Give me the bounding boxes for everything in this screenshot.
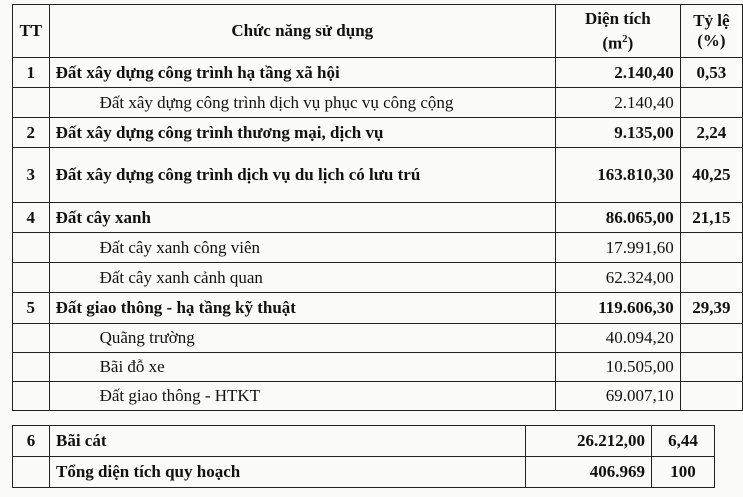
row-name: Đất cây xanh xyxy=(49,203,555,233)
table-row xyxy=(13,263,743,293)
row-tt: 4 xyxy=(13,203,50,233)
row-tt xyxy=(13,88,50,118)
row-ratio xyxy=(680,88,742,118)
row-tt xyxy=(13,233,50,263)
total-label: Tổng diện tích quy hoạch xyxy=(50,457,526,488)
row-tt xyxy=(13,263,50,293)
row-area: 17.991,60 xyxy=(555,233,680,263)
header-area-line1: Diện tích xyxy=(585,8,651,28)
header-ratio-line1: Tỷ lệ xyxy=(693,11,730,30)
row-tt: 1 xyxy=(13,58,50,88)
table-row xyxy=(13,353,743,382)
row-ratio xyxy=(680,233,742,263)
table-total-row xyxy=(13,457,715,488)
header-area-line2: (m xyxy=(602,33,623,53)
row-tt: 5 xyxy=(13,293,50,324)
table-row xyxy=(13,203,743,233)
row-area: 2.140,40 xyxy=(555,58,680,88)
row-tt: 6 xyxy=(13,426,50,457)
row-name: Bãi cát xyxy=(50,426,526,457)
row-name: Đất xây dựng công trình dịch vụ phục vụ công cộng xyxy=(49,88,555,118)
row-ratio: 6,44 xyxy=(652,426,715,457)
row-area: 9.135,00 xyxy=(555,118,680,148)
row-name: Đất cây xanh công viên xyxy=(49,233,555,263)
row-name: Đất xây dựng công trình thương mại, dịch vụ xyxy=(49,118,555,148)
row-name: Đất xây dựng công trình hạ tầng xã hội xyxy=(49,58,555,88)
total-area: 406.969 xyxy=(526,457,652,488)
row-ratio: 40,25 xyxy=(680,148,742,203)
row-ratio: 21,15 xyxy=(680,203,742,233)
table-row xyxy=(13,58,743,88)
row-ratio xyxy=(680,382,742,411)
row-name: Đất giao thông - HTKT xyxy=(49,382,555,411)
row-tt xyxy=(13,457,50,488)
row-name: Bãi đỗ xe xyxy=(49,353,555,382)
header-function: Chức năng sử dụng xyxy=(49,5,555,58)
total-ratio: 100 xyxy=(652,457,715,488)
row-area: 163.810,30 xyxy=(555,148,680,203)
row-name: Quãng trường xyxy=(49,324,555,353)
row-area: 69.007,10 xyxy=(555,382,680,411)
land-use-table xyxy=(12,4,743,411)
row-tt xyxy=(13,324,50,353)
land-use-table-summary xyxy=(12,425,715,488)
row-tt: 2 xyxy=(13,118,50,148)
row-tt: 3 xyxy=(13,148,50,203)
header-ratio xyxy=(680,5,742,58)
table-row xyxy=(13,148,743,203)
table-header-row xyxy=(13,5,743,58)
table-row xyxy=(13,118,743,148)
row-ratio xyxy=(680,353,742,382)
header-area-close: ) xyxy=(627,33,634,53)
row-tt xyxy=(13,382,50,411)
row-area: 26.212,00 xyxy=(526,426,652,457)
table-row xyxy=(13,293,743,324)
row-area: 119.606,30 xyxy=(555,293,680,324)
header-area xyxy=(555,5,680,58)
row-ratio: 0,53 xyxy=(680,58,742,88)
table-row xyxy=(13,382,743,411)
table-row xyxy=(13,324,743,353)
row-name: Đất cây xanh cảnh quan xyxy=(49,263,555,293)
row-ratio: 2,24 xyxy=(680,118,742,148)
table-row xyxy=(13,88,743,118)
row-area: 10.505,00 xyxy=(555,353,680,382)
table-row xyxy=(13,233,743,263)
row-area: 86.065,00 xyxy=(555,203,680,233)
row-ratio xyxy=(680,324,742,353)
row-area: 62.324,00 xyxy=(555,263,680,293)
table-row xyxy=(13,426,715,457)
header-ratio-line2: (%) xyxy=(697,31,726,50)
row-ratio xyxy=(680,263,742,293)
row-area: 40.094,20 xyxy=(555,324,680,353)
row-ratio: 29,39 xyxy=(680,293,742,324)
row-tt xyxy=(13,353,50,382)
row-name: Đất giao thông - hạ tầng kỹ thuật xyxy=(49,293,555,324)
row-area: 2.140,40 xyxy=(555,88,680,118)
header-tt: TT xyxy=(13,5,50,58)
row-name: Đất xây dựng công trình dịch vụ du lịch có lưu trú xyxy=(49,148,555,203)
header-area-sup: 2 xyxy=(622,32,628,45)
